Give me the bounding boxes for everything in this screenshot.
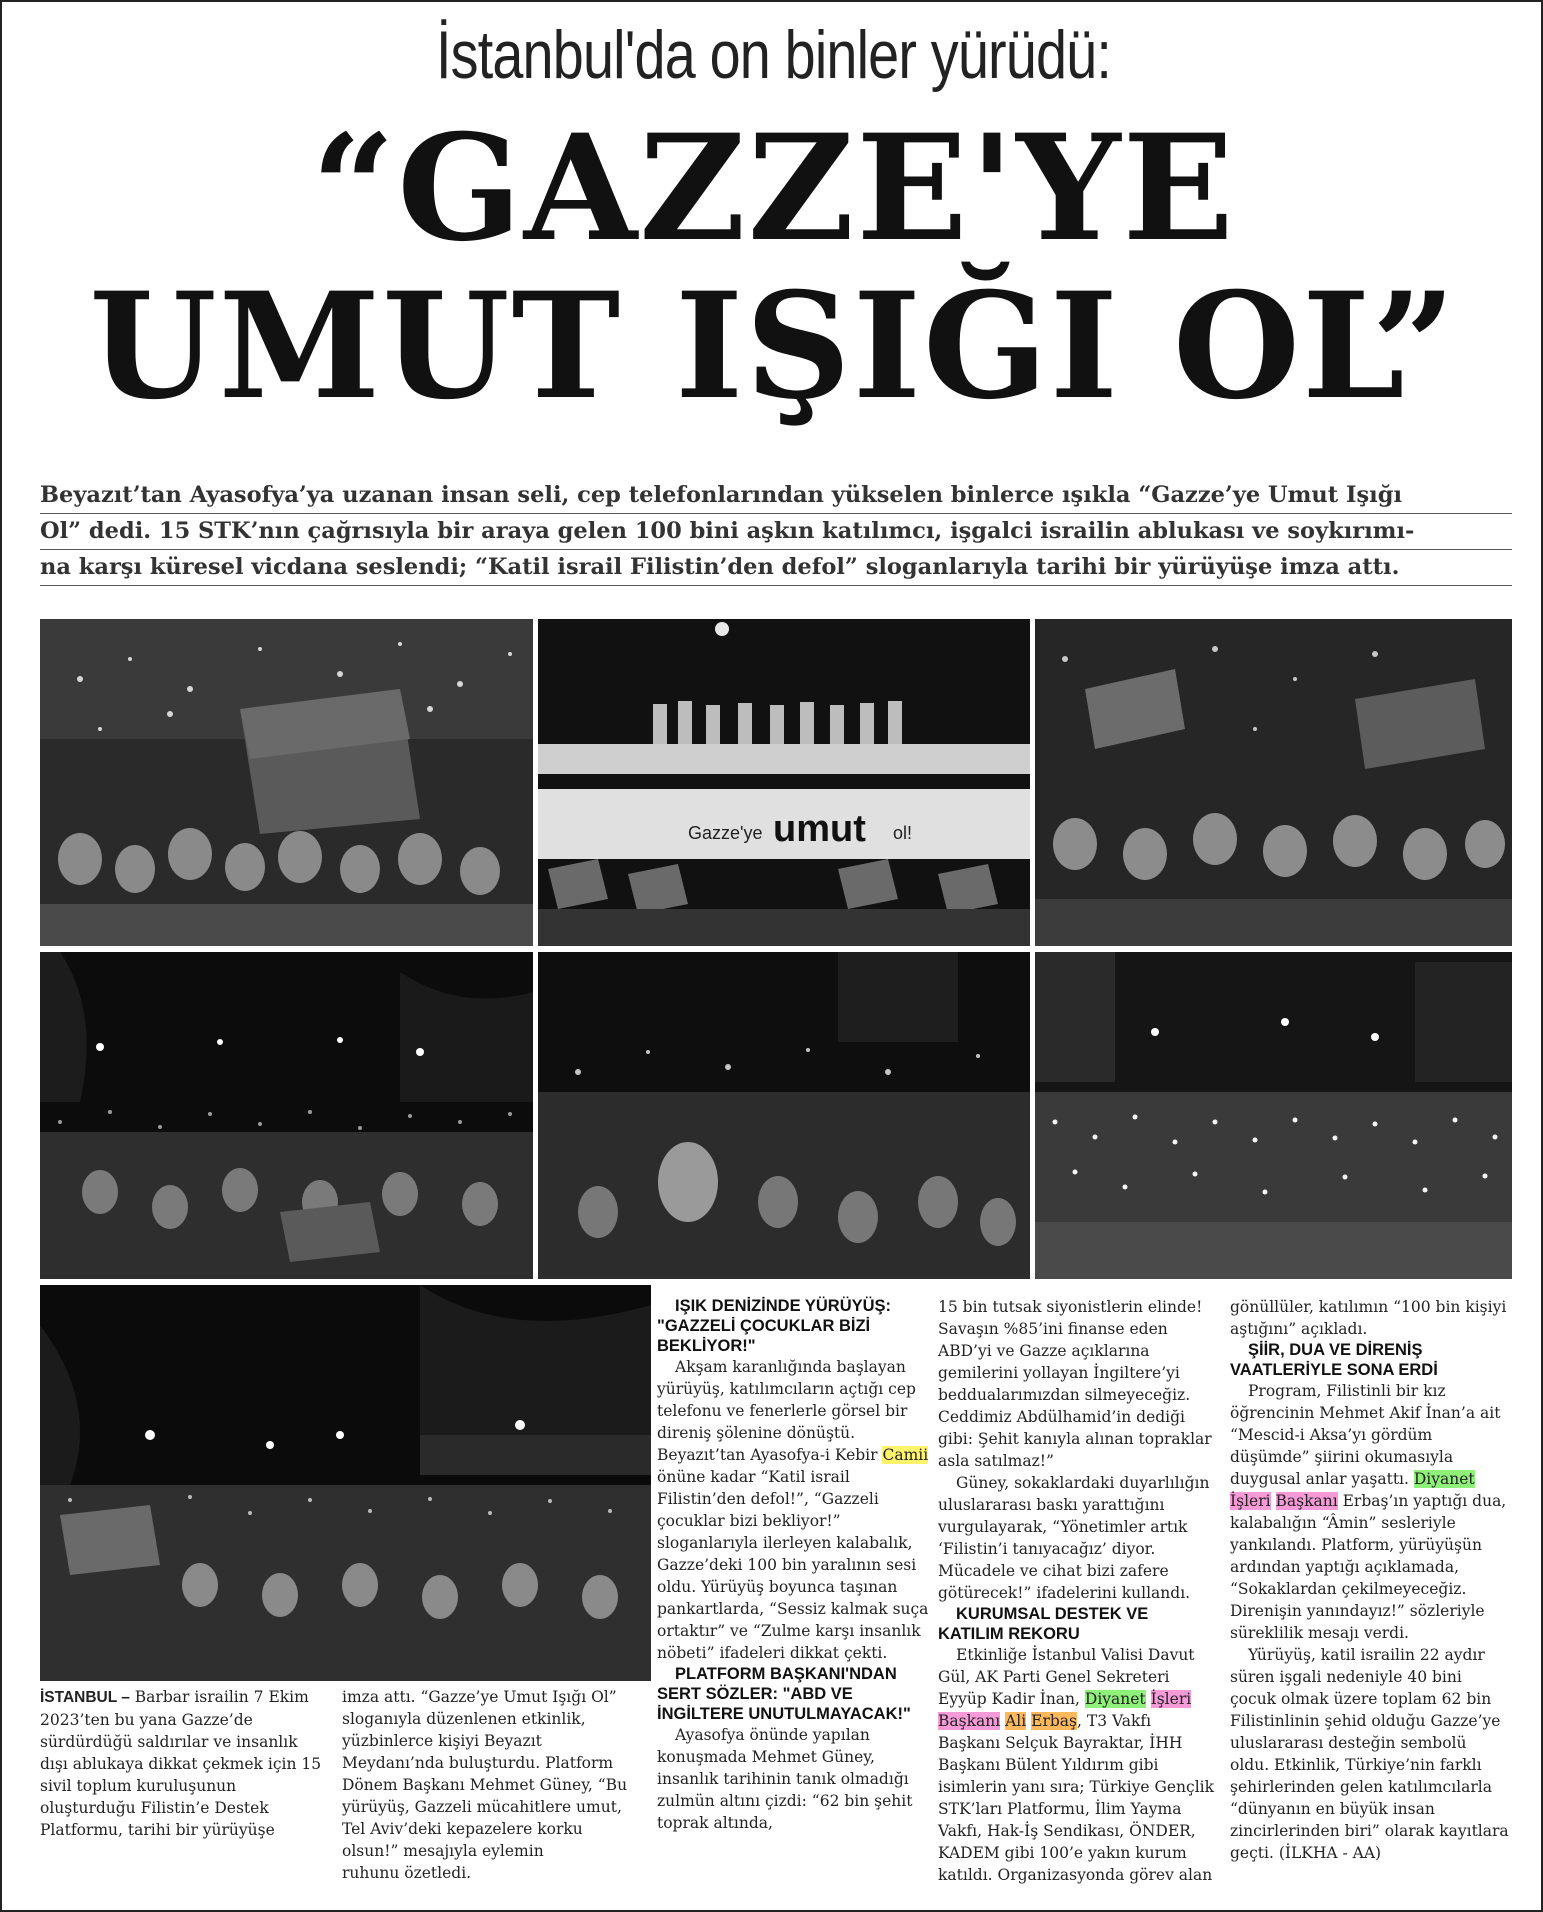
main-headline-line2: UMUT IŞIĞI OL” <box>89 261 1458 432</box>
stage-banner-logo: umut <box>773 808 866 850</box>
highlight-baskani-2: Başkanı <box>1275 1492 1338 1510</box>
lead-line: na karşı küresel vicdana seslendi; “Katil israil Filistin’den defol” sloganlarıyla tarihi bir yürüyüşe imza attı. <box>40 550 1512 586</box>
article-intro-col2 <box>342 1686 642 1884</box>
subheading-isik-denizinde: IŞIK DENİZİNDE YÜRÜYÜŞ: "GAZZELİ ÇOCUKLAR BİZİ BEKLİYOR!" <box>657 1297 892 1355</box>
paragraph-5 <box>938 1644 1218 1886</box>
article-col3 <box>657 1296 929 1834</box>
paragraph-6: gönüllüler, katılımın “100 bin kişiyi aştığını” açıkladı. <box>1230 1298 1507 1338</box>
photo-woman-crowd-image <box>538 952 1030 1279</box>
paragraph-1-text-cont: önüne kadar “Katil israil Filistin’den defol!”, “Gazzeli çocuklar bizi bekliyor!” sloganlarıyla ilerleyen kalabalık, Gazze’deki 100 bin yaralının sesi oldu. Yürüyüş boyunca taşınan pankartlarda, “Sessiz kalmak suça ortaktır” ve “Zulme karşı insanlık nöbeti” ifadeleri dikkat çekti. <box>657 1468 929 1662</box>
photo-woman-crowd <box>538 952 1030 1279</box>
lead-paragraph <box>40 478 1512 586</box>
highlight-erbas: Erbaş <box>1031 1712 1077 1730</box>
article-intro-col1 <box>40 1686 330 1841</box>
photo-ayasofya-crowd <box>40 1285 651 1681</box>
article-col4 <box>938 1296 1218 1886</box>
highlight-diyanet: Diyanet <box>1084 1690 1146 1708</box>
paragraph-2: Ayasofya önünde yapılan konuşmada Mehmet Güney, insanlık tarihinin tanık olmadığı zulmün altını çizdi: “62 bin şehit toprak altında, <box>657 1726 913 1832</box>
paragraph-5-text: Etkinliğe İstanbul Valisi Davut Gül, AK Parti Genel Sekreteri Eyyüp Kadir İnan, <box>938 1646 1195 1708</box>
paragraph-5-text-cont: , T3 Vakfı Başkanı Selçuk Bayraktar, İHH Başkanı Bülent Yıldırım gibi isimlerin yanı sıra; Türkiye Gençlik STK’ları Platformu, İlim Yayma Vakfı, Hak-İş Sendikası, ÖNDER, KADEM gibi 100’e yakın kurum katıldı. Organizasyonda görev alan <box>938 1712 1215 1884</box>
photo-crowd-flag-image <box>40 619 533 946</box>
dateline: İSTANBUL – <box>40 1689 130 1706</box>
paragraph-1-text: Akşam karanlığında başlayan yürüyüş, katılımcıların açtığı cep telefonu ve fenerlerle görsel bir direniş şölenine dönüştü. Beyazıt’tan Ayasofya-i Kebir <box>657 1358 916 1464</box>
photo-crowd-flag <box>40 619 533 946</box>
lead-line: Beyazıt’tan Ayasofya’ya uzanan insan seli, cep telefonlarından yükselen binlerce ışıkla “Gazze’ye Umut Işığı <box>40 478 1512 514</box>
kicker-headline: İstanbul'da on binler yürüdü: <box>435 17 1112 93</box>
highlight-isleri-2: İşleri <box>1230 1492 1271 1510</box>
photo-crowd-flags-right-image <box>1035 619 1512 946</box>
paragraph-3: 15 bin tutsak siyonistlerin elinde! Savaşın %85’ini finanse eden ABD’yi ve Gazze açıklarına gemilerini yollayan İngiltere’yi beddualarımızdan silmeyeceğiz. Ceddimiz Abdülhamid’in dediği gibi: Şehit kanıyla alınan topraklar asla satılmaz!” <box>938 1298 1212 1470</box>
paragraph-4: Güney, sokaklardaki duyarlılığın uluslararası baskı yarattığını vurgulayarak, “Yönetimler artık ‘Filistin’i tanıyacağız’ diyor. Mücadele ve cihat bizi zafere götürecek!” ifadelerini kullandı. <box>938 1474 1210 1602</box>
stage-banner-text-right: ol! <box>893 823 913 843</box>
subheading-siir-dua: ŞİİR, DUA VE DİRENİŞ VAATLERİYLE SONA ERDİ <box>1230 1341 1438 1379</box>
subheading-platform-baskani: PLATFORM BAŞKANI'NDAN SERT SÖZLER: "ABD VE İNGİLTERE UNUTULMAYACAK!" <box>657 1665 911 1723</box>
stage-banner-text: Gazze'ye <box>688 823 763 843</box>
article-col5 <box>1230 1296 1510 1864</box>
photo-stage-speakers-image <box>538 619 1030 946</box>
highlight-baskani: Başkanı <box>938 1712 1001 1730</box>
paragraph-7-text-cont: Erbaş’ın yaptığı dua, kalabalığın “Âmin” sesleriyle yankılandı. Platform, yürüyüşün ardından yaptığı açıklamada, “Sokaklardan çekilmeyeceğiz. Direnişin yanındayız!” sözleriyle süreklilik mesajı verdi. <box>1230 1492 1507 1642</box>
highlight-ali: Ali <box>1005 1712 1027 1730</box>
highlight-isleri: İşleri <box>1150 1690 1192 1708</box>
photo-phone-lights <box>1035 952 1512 1279</box>
paragraph-1 <box>657 1356 929 1664</box>
photo-ayasofya-crowd-image <box>40 1285 651 1681</box>
intro-end: ruhunu özetledi. <box>342 1864 472 1882</box>
lead-line: Ol” dedi. 15 STK’nın çağrısıyla bir araya gelen 100 bini aşkın katılımcı, işgalci israilin ablukası ve soykırımı- <box>40 514 1512 550</box>
photo-stage-speakers <box>538 619 1030 946</box>
photo-phone-lights-image <box>1035 952 1512 1279</box>
intro-text: Barbar israilin 7 Ekim 2023’ten bu yana Gazze’de sürdürdüğü saldırılar ve insanlık dışı ablukaya dikkat çekmek için 15 sivil toplum kuruluşunun oluşturduğu Filistin’e Destek Platformu, tarihi bir yürüyüşe <box>40 1688 322 1839</box>
main-headline-line1: “GAZZE'YE <box>311 103 1236 274</box>
paragraph-7-text: Program, Filistinli bir kız öğrencinin Mehmet Akif İnan’a ait “Mescid-i Aksa’yı gördüm düşümde” şiirini okumasıyla duygusal anlar yaşattı. <box>1230 1382 1501 1488</box>
intro-continuation: imza attı. “Gazze’ye Umut Işığı Ol” sloganıyla düzenlenen etkinlik, yüzbinlerce kişiyi Beyazıt Meydanı’nda buluşturdu. Platform Dönem Başkanı Mehmet Güney, “Bu yürüyüş, Gazzeli mücahitlere umut, Tel Aviv’deki kepazelere korku olsun!” mesajıyla eylemin <box>342 1688 628 1860</box>
paragraph-7 <box>1230 1380 1510 1644</box>
photo-crowd-flags-right <box>1035 619 1512 946</box>
paragraph-8: Yürüyüş, katil israilin 22 aydır süren işgali nedeniyle 40 bini çocuk olmak üzere toplam 62 bin Filistinlinin şehid olduğu Gazze’ye uluslararası desteğin sembolü oldu. Etkinlik, Türkiye’nin farklı şehirlerinden gelen katılımcılarla “dünyanın en büyük insan zincirlerinden biri” olarak kayıtlara geçti. (İLKHA - AA) <box>1230 1646 1509 1862</box>
photo-night-square-image <box>40 952 533 1279</box>
highlight-camii: Camii <box>882 1446 929 1464</box>
highlight-diyanet-2: Diyanet <box>1413 1470 1475 1488</box>
photo-night-square <box>40 952 533 1279</box>
subheading-kurumsal-destek: KURUMSAL DESTEK VE KATILIM REKORU <box>938 1605 1149 1643</box>
